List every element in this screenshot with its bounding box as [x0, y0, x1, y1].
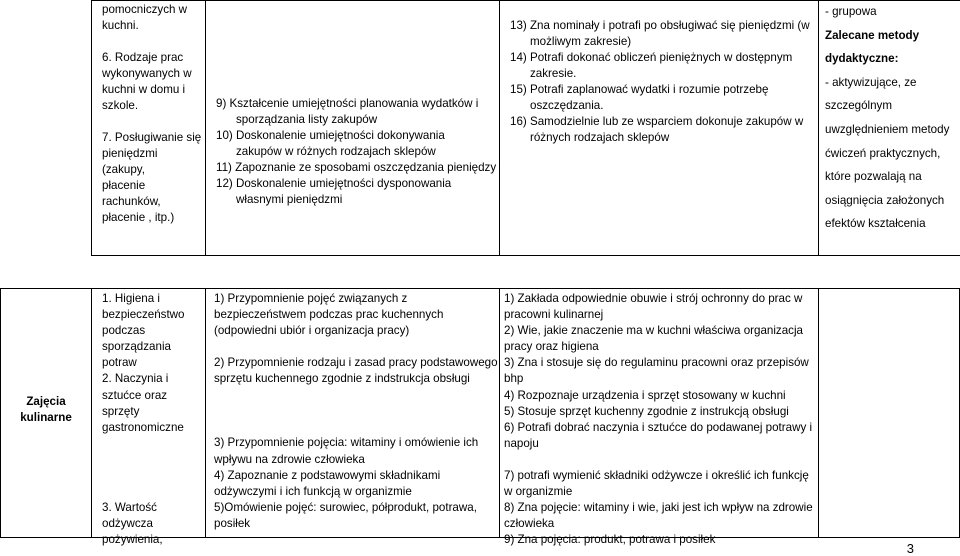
topic-line: płacenie: [102, 179, 146, 192]
outcome-line: człowieka: [504, 517, 555, 531]
methods-line: efektów kształcenia: [825, 217, 926, 231]
outcomes-column: [510, 18, 815, 146]
outcome-line: napoju: [504, 436, 539, 450]
topic-line: potraw: [102, 356, 137, 370]
outcome-line: w organizmie: [504, 485, 573, 499]
topic-line: [102, 34, 202, 50]
content-line: zakupów w różnych rodzajach sklepów: [236, 145, 436, 158]
content-line: 3) Przypomnienie pojęcia: witaminy i omówienie ich: [214, 436, 479, 450]
outcomes-column-2: [504, 291, 816, 548]
outcome-line: 8) Zna pojęcie: witaminy i wie, jaki jest ich wpływ na zdrowie: [504, 501, 813, 515]
outcome-line: różnych rodzajach sklepów: [530, 131, 670, 144]
page-number: 3: [906, 541, 914, 556]
outcome-line: 3) Zna i stosuje się do regulaminu pracowni oraz przepisów: [504, 356, 809, 370]
outcome-line: 6) Potrafi dobrać naczynia i sztućce do podawanej potrawy i: [504, 420, 813, 434]
topic-line: pożywienia,: [102, 533, 163, 547]
methods-line: które pozwalają na: [825, 170, 922, 184]
content-line: posiłek: [214, 516, 251, 530]
content-line: [214, 403, 498, 419]
content-line: 11) Zapoznanie ze sposobami oszczędzania pieniędzy: [216, 161, 497, 174]
topic-line: [102, 452, 204, 468]
topic-line: sporządzania: [102, 340, 171, 354]
content-column: [216, 96, 498, 208]
topic-line: 6. Rodzaje prac: [102, 51, 184, 64]
outcome-line: 4) Rozpoznaje urządzenia i sprzęt stosowany w kuchni: [504, 388, 786, 402]
topic-line: płacenie , itp.): [102, 211, 175, 224]
content-line: 9) Kształcenie umiejętności planowania wydatków i: [216, 97, 479, 110]
methods-heading: Zalecane metody: [825, 28, 920, 42]
content-line: 5)Omówienie pojęć: surowiec, półprodukt, potrawa,: [214, 500, 477, 514]
topic-line: gastronomiczne: [102, 420, 184, 434]
content-line: 2) Przypomnienie rodzaju i zasad pracy podstawowego: [214, 356, 498, 370]
methods-heading: dydaktyczne:: [825, 52, 899, 66]
outcome-line: 7) potrafi wymienić składniki odżywcze i określić ich funkcję: [504, 468, 809, 482]
content-line: (odpowiedni ubiór i organizacja pracy): [214, 324, 410, 338]
methods-line: osiągnięcia założonych: [825, 193, 945, 207]
methods-line: uwzględnieniem metody: [825, 122, 950, 136]
topic-line: [102, 436, 204, 452]
section-label-line: Zajęcia: [26, 395, 66, 408]
content-line: [214, 419, 498, 435]
outcome-line: bhp: [504, 372, 524, 386]
content-line: wpływu na zdrowie człowieka: [214, 452, 365, 466]
topic-line: [102, 468, 204, 484]
topic-line: pomocniczych w: [102, 3, 188, 16]
outcome-line: zakresie.: [530, 67, 577, 80]
outcome-line: 1) Zakłada odpowiednie obuwie i strój ochronny do prac w: [504, 292, 803, 305]
topic-line: podczas: [102, 324, 146, 338]
topic-line: [102, 114, 202, 130]
topic-line: pieniędzmi (zakupy,: [102, 147, 158, 176]
methods-line: - grupowa: [825, 5, 877, 18]
outcome-line: pracy oraz higiena: [504, 340, 599, 354]
content-line: sporządzania listy zakupów: [236, 113, 378, 126]
content-line: 10) Doskonalenie umiejętności dokonywania: [216, 129, 445, 142]
topic-column-2: [102, 291, 204, 548]
content-line: sprzętu kuchennego zgodnie z indstrukcja obsługi: [214, 372, 470, 386]
topic-line: 2. Naczynia i: [102, 372, 169, 386]
content-column-2: [214, 291, 498, 532]
methods-line: ćwiczeń praktycznych,: [825, 146, 941, 160]
content-line: [214, 339, 498, 355]
content-line: 1) Przypomnienie pojęć związanych z: [214, 292, 408, 305]
topic-line: [102, 484, 204, 500]
content-line: 4) Zapoznanie z podstawowymi składnikami: [214, 468, 441, 482]
topic-line: sztućce oraz sprzęty: [102, 388, 168, 418]
outcome-line: 2) Wie, jakie znaczenie ma w kuchni właściwa organizacja: [504, 324, 803, 338]
topic-line: rachunków,: [102, 195, 161, 208]
topic-line: odżywcza: [102, 516, 153, 530]
topic-line: bezpieczeństwo: [102, 308, 185, 322]
outcome-line: możliwym zakresie): [530, 35, 632, 48]
topic-line: kuchni.: [102, 19, 139, 32]
content-line: własnymi pieniędzmi: [236, 193, 343, 206]
outcome-line: 15) Potrafi zaplanować wydatki i rozumie potrzebę: [510, 83, 769, 96]
methods-line: szczególnym: [825, 99, 893, 113]
methods-column: [825, 0, 959, 236]
content-line: bezpieczeństwem podczas prac kuchennych: [214, 308, 444, 322]
section-label: [4, 394, 88, 426]
topic-line: 1. Higiena i: [102, 292, 161, 305]
topic-line: wykonywanych w: [102, 67, 192, 80]
outcome-line: oszczędzania.: [530, 99, 604, 112]
topic-line: 7. Posługiwanie się: [102, 131, 202, 144]
methods-line: - aktywizujące, ze: [825, 75, 917, 89]
outcome-line: 13) Zna nominały i potrafi po obsługiwać się pieniędzmi (w: [510, 19, 810, 32]
content-line: 12) Doskonalenie umiejętności dysponowania: [216, 177, 452, 190]
section-label-line: kulinarne: [20, 411, 72, 424]
outcome-line: 16) Samodzielnie lub ze wsparciem dokonuje zakupów w: [510, 115, 804, 128]
topic-column: [102, 2, 202, 226]
outcome-line: 5) Stosuje sprzęt kuchenny zgodnie z instrukcją obsługi: [504, 404, 789, 418]
topic-line: 3. Wartość: [102, 500, 157, 514]
outcome-line: pracowni kulinarnej: [504, 308, 604, 322]
content-line: odżywczymi i ich funkcją w organizmie: [214, 484, 412, 498]
topic-line: szkole.: [102, 99, 139, 112]
topic-line: kuchni w domu i: [102, 83, 186, 96]
outcome-line: [504, 452, 816, 468]
outcome-line: 9) Zna pojęcia: produkt, potrawa i posiłek: [504, 533, 716, 547]
outcome-line: 14) Potrafi dokonać obliczeń pieniężnych w dostępnym: [510, 51, 793, 64]
content-line: [214, 387, 498, 403]
